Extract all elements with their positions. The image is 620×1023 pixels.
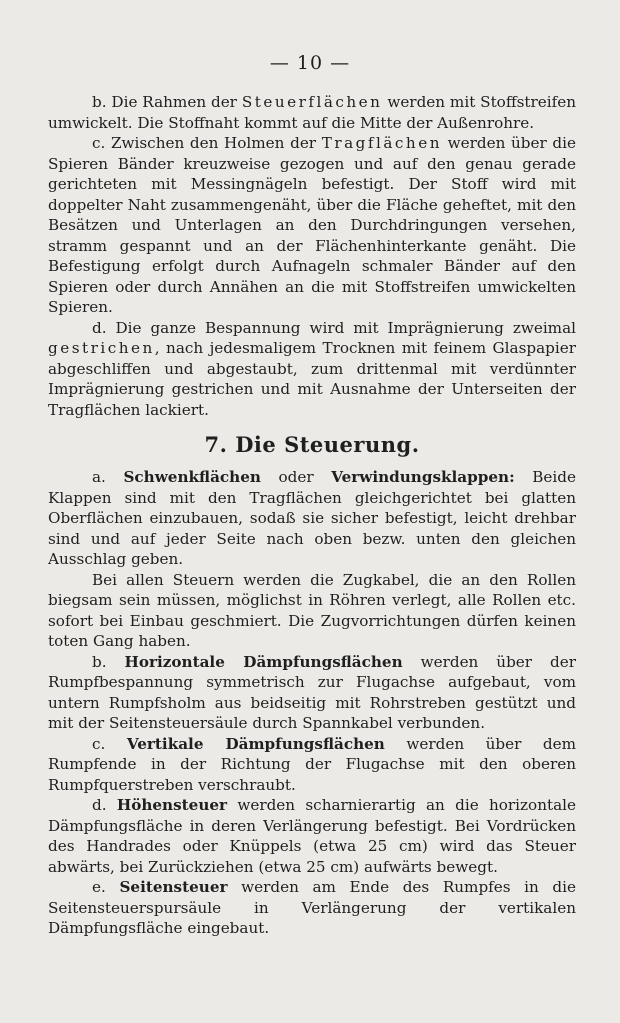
spaced-term: gestrichen [48,339,155,357]
section-a-cables: Bei allen Steuern werden die Zugkabel, die an den Rollen biegsam sein müssen, möglichst in Röhren verlegt, alle Rollen etc. sofort bei Einbau geschmiert. Die Zugvorrichtungen dürfen keinen toten Gang haben. [48,570,576,650]
page-content [48,92,576,939]
bold-term: Schwenkflächen [123,468,261,486]
paragraph-text: werden mit Stoffstreifen umwickelt. Die Stoffnaht kommt auf die Mitte der Außenrohre. [48,93,576,132]
connector-text: oder [260,468,332,486]
item-letter: b. [92,652,125,671]
item-letter: d. [92,796,117,814]
page-number: — 10 — [269,52,351,74]
paragraph-text: werden scharnierartig an die horizontale Dämpfungsfläche in deren Verlängerung befestigt. Bei Vordrücken des Handrades oder Knüppels (etwa 25 cm) wird das Steuer abwärts, bei Zurückziehen (etwa 25 cm) aufwärts bewegt. [48,796,576,876]
bold-term: Seitensteuer [119,878,228,896]
section-e-rudder [48,877,576,939]
item-letter: c. [92,734,127,753]
bold-term: Horizontale Dämpfungsflächen [124,652,403,671]
bold-term: Vertikale Dämpfungsflächen [126,734,385,753]
paragraph-c-wings [48,133,576,318]
paragraph-lead: d. Die ganze Bespannung wird mit Imprägnierung zweimal [92,318,576,337]
section-b-horizontal-stabilizer [48,652,576,734]
paragraph-text: werden über die Spieren Bänder kreuzweise gezogen und auf den genau gerade gerichteten mit Messingnägeln befestigt. Der Stoff wird mit doppelter Naht zusammengenäht, über die Fläche geheftet, mit den Besätzen und Unterlagen an den Durchdringungen versehen, stramm gespannt und an der Flächenhinterkante genäht. Die Befestigung erfolgt durch Aufnageln schmaler Bänder auf den Spieren oder durch Annähen an die mit Stoffstreifen umwickelten Spieren. [48,134,576,316]
paragraph-text: werden am Ende des Rumpfes in die Seitensteuerspursäule in Verlängerung der vertikalen Dämpfungsfläche eingebaut. [48,878,576,937]
paragraph-lead: b. Die Rahmen der [92,93,242,111]
bold-term: Höhensteuer [116,796,228,814]
item-letter: a. [92,468,124,486]
bold-term: Verwindungsklappen: [331,468,515,486]
paragraph-lead: c. Zwischen den Holmen der [92,134,322,152]
paragraph-text: Beide Klappen sind mit den Tragflächen gleichgerichtet bei glatten Oberflächen einzubauen, sodaß sie sicher befestigt, leicht drehbar sind und auf jeder Seite nach oben bezw. unten den gleichen Ausschlag geben. [48,468,576,568]
paragraph-d-covering [48,318,576,421]
spaced-term: Tragflächen [321,134,442,152]
paragraph-text: werden über der Rumpfbespannung symmetrisch zur Flugachse aufgebaut, vom untern Rumpfsholm aus beidseitig mit Rohrstreben gestützt und mit der Seitensteuersäule durch Spannkabel verbunden. [48,652,576,732]
paragraph-b-frames [48,92,576,133]
section-c-vertical-stabilizer [48,734,576,796]
section-heading: 7. Die Steuerung. [204,432,420,457]
paragraph-text: werden über dem Rumpfende in der Richtung der Flugachse mit den oberen Rumpfquerstreben verschraubt. [48,734,576,794]
section-a-ailerons [48,467,576,570]
paragraph-text: , nach jedesmaligem Trocknen mit feinem Glaspapier abgeschliffen und abgestaubt, zum drittenmal mit verdünnter Imprägnierung gestrichen und mit Ausnahme der Unterseiten der Tragflächen lackiert. [48,339,576,419]
item-letter: e. [92,878,120,896]
section-d-elevator [48,795,576,877]
spaced-term: Steuerflächen [241,93,383,111]
